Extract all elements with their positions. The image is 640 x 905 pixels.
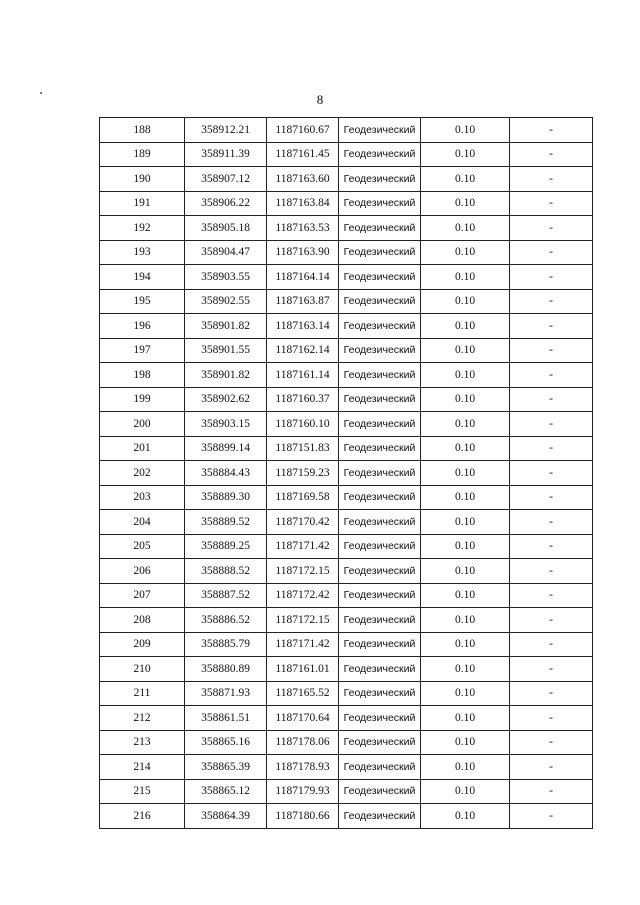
table-row	[100, 387, 593, 412]
point-number-cell: 200	[100, 412, 185, 437]
accuracy-cell: 0.10	[421, 461, 510, 486]
accuracy-cell: 0.10	[421, 167, 510, 192]
accuracy-cell: 0.10	[421, 338, 510, 363]
table-row	[100, 216, 593, 241]
coordinates-table	[99, 117, 593, 829]
x-coordinate-cell: 358887.52	[185, 583, 267, 608]
note-cell: -	[510, 142, 593, 167]
y-coordinate-cell: 1187170.42	[267, 510, 339, 535]
y-coordinate-cell: 1187163.87	[267, 289, 339, 314]
accuracy-cell: 0.10	[421, 412, 510, 437]
accuracy-cell: 0.10	[421, 118, 510, 143]
table-row	[100, 510, 593, 535]
table-row	[100, 706, 593, 731]
accuracy-cell: 0.10	[421, 485, 510, 510]
table-row	[100, 534, 593, 559]
accuracy-cell: 0.10	[421, 755, 510, 780]
method-cell: Геодезический	[339, 583, 421, 608]
table-row	[100, 755, 593, 780]
accuracy-cell: 0.10	[421, 363, 510, 388]
x-coordinate-cell: 358902.62	[185, 387, 267, 412]
accuracy-cell: 0.10	[421, 142, 510, 167]
note-cell: -	[510, 485, 593, 510]
y-coordinate-cell: 1187160.10	[267, 412, 339, 437]
method-cell: Геодезический	[339, 510, 421, 535]
point-number-cell: 201	[100, 436, 185, 461]
method-cell: Геодезический	[339, 534, 421, 559]
note-cell: -	[510, 632, 593, 657]
accuracy-cell: 0.10	[421, 534, 510, 559]
accuracy-cell: 0.10	[421, 436, 510, 461]
note-cell: -	[510, 779, 593, 804]
y-coordinate-cell: 1187163.90	[267, 240, 339, 265]
accuracy-cell: 0.10	[421, 510, 510, 535]
accuracy-cell: 0.10	[421, 191, 510, 216]
x-coordinate-cell: 358911.39	[185, 142, 267, 167]
note-cell: -	[510, 118, 593, 143]
accuracy-cell: 0.10	[421, 632, 510, 657]
method-cell: Геодезический	[339, 240, 421, 265]
table-row	[100, 436, 593, 461]
point-number-cell: 188	[100, 118, 185, 143]
accuracy-cell: 0.10	[421, 583, 510, 608]
x-coordinate-cell: 358906.22	[185, 191, 267, 216]
y-coordinate-cell: 1187160.67	[267, 118, 339, 143]
accuracy-cell: 0.10	[421, 657, 510, 682]
point-number-cell: 199	[100, 387, 185, 412]
accuracy-cell: 0.10	[421, 804, 510, 829]
accuracy-cell: 0.10	[421, 240, 510, 265]
method-cell: Геодезический	[339, 461, 421, 486]
note-cell: -	[510, 240, 593, 265]
method-cell: Геодезический	[339, 632, 421, 657]
y-coordinate-cell: 1187172.42	[267, 583, 339, 608]
point-number-cell: 189	[100, 142, 185, 167]
x-coordinate-cell: 358865.16	[185, 730, 267, 755]
method-cell: Геодезический	[339, 118, 421, 143]
point-number-cell: 204	[100, 510, 185, 535]
method-cell: Геодезический	[339, 191, 421, 216]
y-coordinate-cell: 1187164.14	[267, 265, 339, 290]
method-cell: Геодезический	[339, 681, 421, 706]
note-cell: -	[510, 534, 593, 559]
point-number-cell: 213	[100, 730, 185, 755]
note-cell: -	[510, 706, 593, 731]
note-cell: -	[510, 265, 593, 290]
table-row	[100, 608, 593, 633]
point-number-cell: 216	[100, 804, 185, 829]
method-cell: Геодезический	[339, 338, 421, 363]
table-row	[100, 240, 593, 265]
point-number-cell: 209	[100, 632, 185, 657]
point-number-cell: 210	[100, 657, 185, 682]
y-coordinate-cell: 1187170.64	[267, 706, 339, 731]
point-number-cell: 205	[100, 534, 185, 559]
accuracy-cell: 0.10	[421, 779, 510, 804]
table-row	[100, 681, 593, 706]
note-cell: -	[510, 191, 593, 216]
method-cell: Геодезический	[339, 142, 421, 167]
point-number-cell: 208	[100, 608, 185, 633]
accuracy-cell: 0.10	[421, 730, 510, 755]
x-coordinate-cell: 358901.55	[185, 338, 267, 363]
table-row	[100, 142, 593, 167]
note-cell: -	[510, 314, 593, 339]
x-coordinate-cell: 358912.21	[185, 118, 267, 143]
point-number-cell: 196	[100, 314, 185, 339]
x-coordinate-cell: 358865.12	[185, 779, 267, 804]
note-cell: -	[510, 559, 593, 584]
y-coordinate-cell: 1187172.15	[267, 559, 339, 584]
accuracy-cell: 0.10	[421, 216, 510, 241]
point-number-cell: 197	[100, 338, 185, 363]
method-cell: Геодезический	[339, 559, 421, 584]
y-coordinate-cell: 1187163.53	[267, 216, 339, 241]
y-coordinate-cell: 1187171.42	[267, 534, 339, 559]
y-coordinate-cell: 1187159.23	[267, 461, 339, 486]
method-cell: Геодезический	[339, 608, 421, 633]
note-cell: -	[510, 730, 593, 755]
y-coordinate-cell: 1187163.14	[267, 314, 339, 339]
method-cell: Геодезический	[339, 363, 421, 388]
x-coordinate-cell: 358889.25	[185, 534, 267, 559]
x-coordinate-cell: 358871.93	[185, 681, 267, 706]
method-cell: Геодезический	[339, 755, 421, 780]
point-number-cell: 214	[100, 755, 185, 780]
point-number-cell: 215	[100, 779, 185, 804]
table-row	[100, 412, 593, 437]
note-cell: -	[510, 412, 593, 437]
method-cell: Геодезический	[339, 436, 421, 461]
y-coordinate-cell: 1187169.58	[267, 485, 339, 510]
y-coordinate-cell: 1187180.66	[267, 804, 339, 829]
note-cell: -	[510, 755, 593, 780]
note-cell: -	[510, 510, 593, 535]
note-cell: -	[510, 363, 593, 388]
point-number-cell: 193	[100, 240, 185, 265]
coordinates-table-body	[100, 118, 593, 829]
table-row	[100, 314, 593, 339]
y-coordinate-cell: 1187160.37	[267, 387, 339, 412]
table-row	[100, 657, 593, 682]
method-cell: Геодезический	[339, 265, 421, 290]
table-row	[100, 118, 593, 143]
method-cell: Геодезический	[339, 779, 421, 804]
note-cell: -	[510, 461, 593, 486]
x-coordinate-cell: 358899.14	[185, 436, 267, 461]
y-coordinate-cell: 1187163.60	[267, 167, 339, 192]
table-row	[100, 265, 593, 290]
table-row	[100, 363, 593, 388]
y-coordinate-cell: 1187178.93	[267, 755, 339, 780]
x-coordinate-cell: 358902.55	[185, 289, 267, 314]
x-coordinate-cell: 358901.82	[185, 314, 267, 339]
note-cell: -	[510, 216, 593, 241]
x-coordinate-cell: 358884.43	[185, 461, 267, 486]
y-coordinate-cell: 1187165.52	[267, 681, 339, 706]
accuracy-cell: 0.10	[421, 681, 510, 706]
accuracy-cell: 0.10	[421, 387, 510, 412]
note-cell: -	[510, 804, 593, 829]
x-coordinate-cell: 358903.15	[185, 412, 267, 437]
accuracy-cell: 0.10	[421, 265, 510, 290]
accuracy-cell: 0.10	[421, 314, 510, 339]
y-coordinate-cell: 1187161.45	[267, 142, 339, 167]
note-cell: -	[510, 436, 593, 461]
note-cell: -	[510, 583, 593, 608]
y-coordinate-cell: 1187161.14	[267, 363, 339, 388]
point-number-cell: 211	[100, 681, 185, 706]
note-cell: -	[510, 338, 593, 363]
y-coordinate-cell: 1187162.14	[267, 338, 339, 363]
table-row	[100, 632, 593, 657]
table-row	[100, 289, 593, 314]
table-row	[100, 804, 593, 829]
table-row	[100, 485, 593, 510]
accuracy-cell: 0.10	[421, 559, 510, 584]
x-coordinate-cell: 358903.55	[185, 265, 267, 290]
method-cell: Геодезический	[339, 314, 421, 339]
note-cell: -	[510, 289, 593, 314]
table-row	[100, 167, 593, 192]
table-row	[100, 730, 593, 755]
method-cell: Геодезический	[339, 706, 421, 731]
y-coordinate-cell: 1187151.83	[267, 436, 339, 461]
x-coordinate-cell: 358905.18	[185, 216, 267, 241]
point-number-cell: 191	[100, 191, 185, 216]
x-coordinate-cell: 358901.82	[185, 363, 267, 388]
note-cell: -	[510, 657, 593, 682]
method-cell: Геодезический	[339, 657, 421, 682]
point-number-cell: 212	[100, 706, 185, 731]
method-cell: Геодезический	[339, 730, 421, 755]
point-number-cell: 202	[100, 461, 185, 486]
accuracy-cell: 0.10	[421, 289, 510, 314]
x-coordinate-cell: 358861.51	[185, 706, 267, 731]
point-number-cell: 206	[100, 559, 185, 584]
point-number-cell: 207	[100, 583, 185, 608]
x-coordinate-cell: 358889.52	[185, 510, 267, 535]
y-coordinate-cell: 1187172.15	[267, 608, 339, 633]
x-coordinate-cell: 358889.30	[185, 485, 267, 510]
point-number-cell: 190	[100, 167, 185, 192]
point-number-cell: 198	[100, 363, 185, 388]
y-coordinate-cell: 1187171.42	[267, 632, 339, 657]
method-cell: Геодезический	[339, 216, 421, 241]
table-row	[100, 461, 593, 486]
point-number-cell: 195	[100, 289, 185, 314]
point-number-cell: 192	[100, 216, 185, 241]
x-coordinate-cell: 358880.89	[185, 657, 267, 682]
x-coordinate-cell: 358865.39	[185, 755, 267, 780]
x-coordinate-cell: 358888.52	[185, 559, 267, 584]
page-number: 8	[316, 92, 324, 107]
method-cell: Геодезический	[339, 387, 421, 412]
note-cell: -	[510, 608, 593, 633]
y-coordinate-cell: 1187163.84	[267, 191, 339, 216]
method-cell: Геодезический	[339, 485, 421, 510]
table-row	[100, 191, 593, 216]
table-row	[100, 559, 593, 584]
table-row	[100, 779, 593, 804]
x-coordinate-cell: 358886.52	[185, 608, 267, 633]
table-row	[100, 583, 593, 608]
x-coordinate-cell: 358907.12	[185, 167, 267, 192]
note-cell: -	[510, 167, 593, 192]
note-cell: -	[510, 387, 593, 412]
x-coordinate-cell: 358885.79	[185, 632, 267, 657]
method-cell: Геодезический	[339, 804, 421, 829]
x-coordinate-cell: 358904.47	[185, 240, 267, 265]
x-coordinate-cell: 358864.39	[185, 804, 267, 829]
method-cell: Геодезический	[339, 167, 421, 192]
accuracy-cell: 0.10	[421, 608, 510, 633]
y-coordinate-cell: 1187161.01	[267, 657, 339, 682]
accuracy-cell: 0.10	[421, 706, 510, 731]
point-number-cell: 194	[100, 265, 185, 290]
method-cell: Геодезический	[339, 289, 421, 314]
point-number-cell: 203	[100, 485, 185, 510]
note-cell: -	[510, 681, 593, 706]
method-cell: Геодезический	[339, 412, 421, 437]
y-coordinate-cell: 1187178.06	[267, 730, 339, 755]
table-row	[100, 338, 593, 363]
y-coordinate-cell: 1187179.93	[267, 779, 339, 804]
